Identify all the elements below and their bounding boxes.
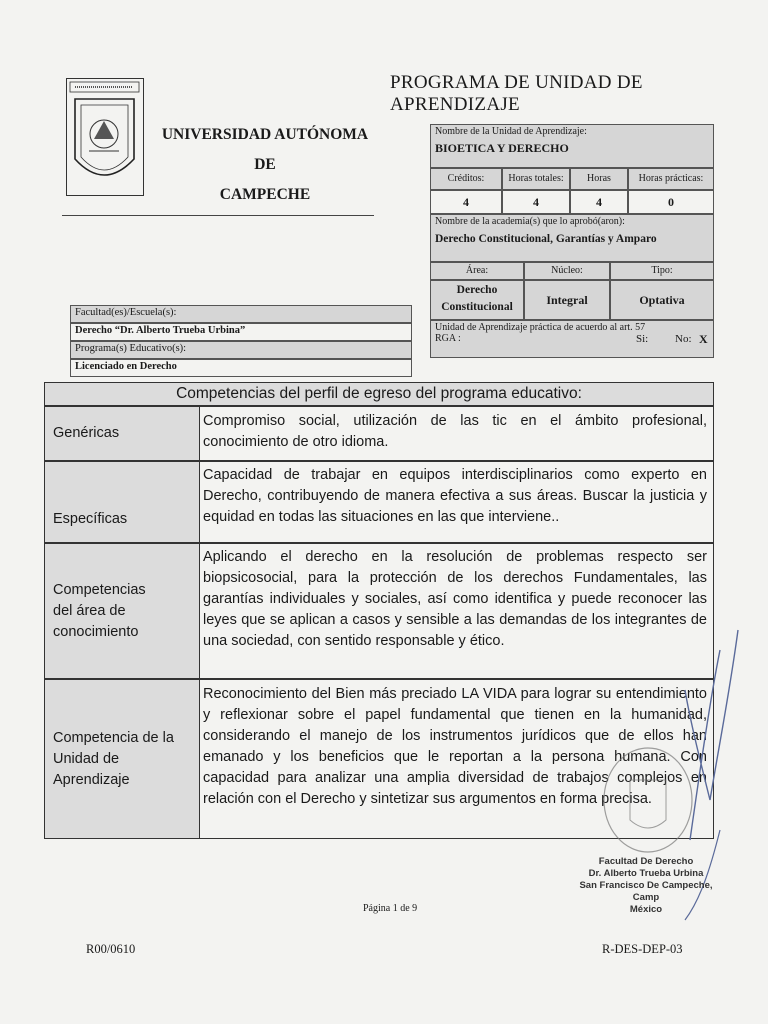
total-hours-value: 4 [502, 190, 570, 214]
practice-unit-text-line2: RGA : [435, 333, 461, 344]
credits-value: 4 [430, 190, 502, 214]
area-label: Área: [430, 262, 524, 280]
competency-text: Reconocimiento del Bien más preciado LA VIDA para lograr su entendimiento y reflexionar sobre el papel fundamental que tienen en la humanidad, considerando el manejo de los instrumentos jurídicos que de ellos han emanado y los beneficios que le reportan a la persona humana. Con capacidad para analizar una amplia diversidad de trabajos complejos en relación con el Derecho y sintetizar sus argumentos en forma precisa. [203, 686, 707, 807]
document-title: PROGRAMA DE UNIDAD DE APRENDIZAJE [390, 72, 643, 115]
competency-row-especificas [44, 461, 714, 543]
unit-name-cell [430, 124, 714, 168]
academy-label: Nombre de la academia(s) que lo aprobó(aron): [435, 216, 625, 227]
unit-name-value: BIOETICA Y DERECHO [435, 141, 569, 155]
revision-code: R00/0610 [86, 942, 136, 956]
area-value-line2: Constitucional [441, 301, 513, 313]
academy-value: Derecho Constitucional, Garantías y Amparo [435, 233, 657, 245]
competency-label: Específicas [45, 462, 200, 542]
stamp-line: Facultad De Derecho [598, 856, 694, 867]
competency-label: Competencias del área de conocimiento [45, 544, 200, 678]
competency-text: Capacidad de trabajar en equipos interdisciplinarios como experto en Derecho, contribuyendo de manera efectiva a sus áreas. Buscar la justicia y equidad en todas las situaciones en las que interviene.. [203, 467, 707, 525]
university-seal-logo [66, 78, 144, 196]
faculty-stamp [566, 856, 726, 916]
type-value: Optativa [610, 280, 714, 320]
stamp-line: San Francisco De Campeche, Camp [579, 880, 713, 903]
program-value: Licenciado en Derecho [70, 359, 412, 377]
area-value [430, 280, 524, 320]
practice-yes-label: Si: [636, 333, 649, 345]
academy-cell [430, 214, 714, 262]
faculty-value: Derecho “Dr. Alberto Trueba Urbina” [70, 323, 412, 341]
stamp-line: México [629, 904, 663, 915]
credits-label: Créditos: [430, 168, 502, 190]
type-label: Tipo: [610, 262, 714, 280]
faculty-label: Facultad(es)/Escuela(s): [70, 305, 412, 323]
practice-hours-label: Horas prácticas: [628, 168, 714, 190]
nucleus-label: Núcleo: [524, 262, 610, 280]
university-name-line1: UNIVERSIDAD AUTÓNOMA DE [161, 126, 369, 173]
program-label: Programa(s) Educativo(s): [70, 341, 412, 359]
competency-label: Competencia de la Unidad de Aprendizaje [45, 680, 200, 838]
practice-unit-cell [430, 320, 714, 358]
nucleus-value: Integral [524, 280, 610, 320]
document-code: R-DES-DEP-03 [602, 942, 683, 956]
practice-no-mark: X [699, 332, 708, 346]
competency-text: Aplicando el derecho en la resolución de problemas respecto ser biopsicosocial, para la protección de los derechos Fundamentales, las garantías individuales y sociales, así como identifica y puede reconocer las leyes que se aplican a casos y sensible a las demandas de los integrantes de una sociedad, con sentido responsable y ético. [203, 549, 707, 649]
page-number: Página 1 de 9 [363, 903, 418, 914]
area-value-line1: Derecho [456, 284, 498, 296]
university-name-line2: CAMPECHE [219, 186, 311, 203]
competency-text: Compromiso social, utilización de las tic en el ámbito profesional, conocimiento de otro idioma. [203, 413, 707, 450]
stamp-line: Dr. Alberto Trueba Urbina [588, 868, 704, 879]
practice-hours-value: 0 [628, 190, 714, 214]
practice-no-label: No: [675, 333, 692, 345]
total-hours-label: Horas totales: [502, 168, 570, 190]
theory-hours-label: Horas [570, 168, 628, 190]
practice-unit-text-line1: Unidad de Aprendizaje práctica de acuerdo al art. 57 [435, 322, 646, 333]
theory-hours-value: 4 [570, 190, 628, 214]
competency-row-genericas [44, 406, 714, 461]
unit-name-label: Nombre de la Unidad de Aprendizaje: [435, 126, 587, 137]
header-divider [62, 215, 374, 216]
university-name [150, 120, 380, 210]
competency-label: Genéricas [45, 407, 200, 460]
competencies-heading: Competencias del perfil de egreso del programa educativo: [44, 382, 714, 406]
